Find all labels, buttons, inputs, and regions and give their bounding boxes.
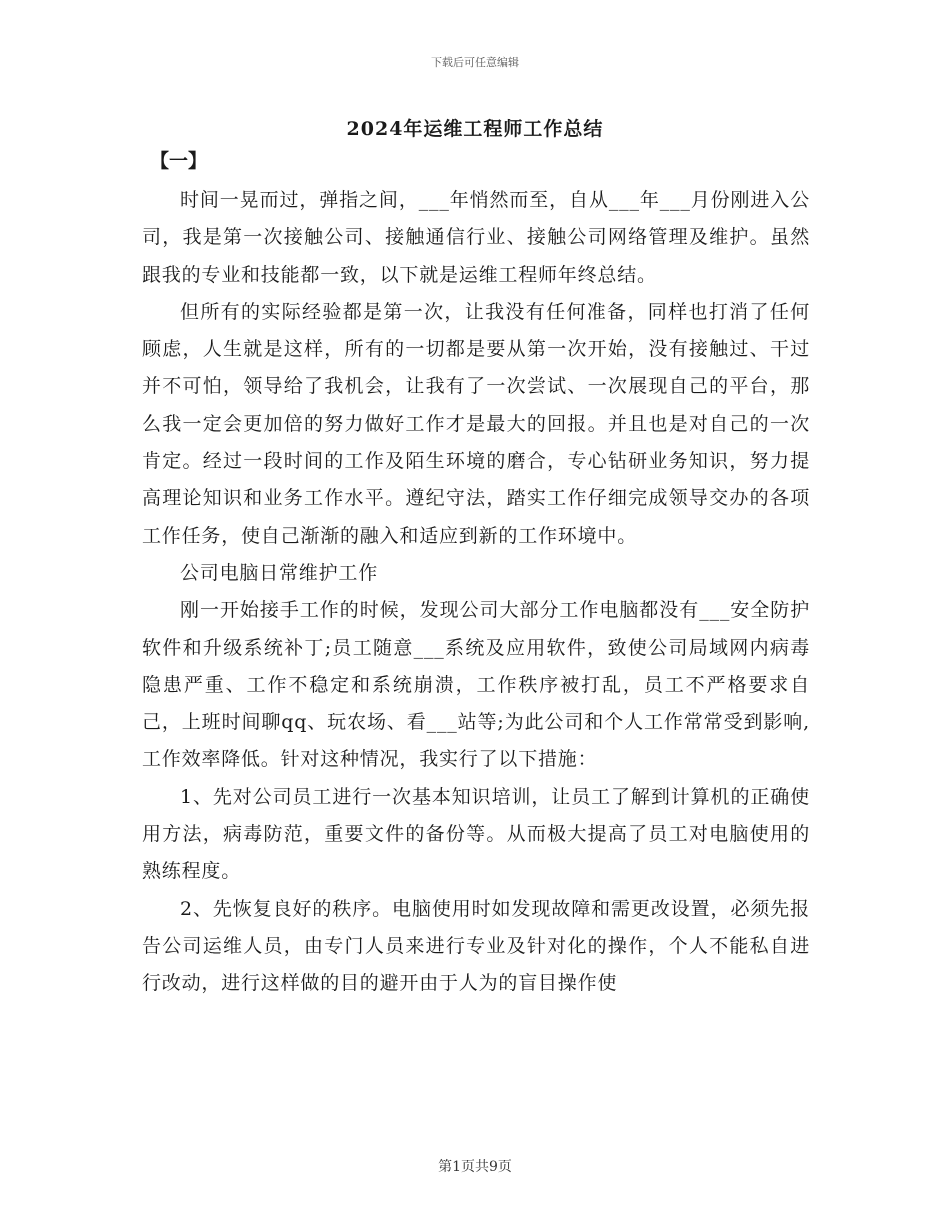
section-mark: 【一】 (150, 150, 208, 172)
paragraph-4: 1、先对公司员工进行一次基本知识培训，让员工了解到计算机的正确使用方法，病毒防范，重要文件的备份等。从而极大提高了员工对电脑使用的熟练程度。 (142, 785, 810, 883)
paragraph-2: 但所有的实际经验都是第一次，让我没有任何准备，同样也打消了任何顾虑，人生就是这样，所有的一切都是要从第一次开始，没有接触过、干过并不可怕，领导给了我机会，让我有了一次尝试、一次展现自己的平台，那么我一定会更加倍的努力做好工作才是最大的回报。并且也是对自己的一次肯定。经过一段时间的工作及陌生环境的磨合，专心钻研业务知识，努力提高理论知识和业务工作水平。遵纪守法，踏实工作仔细完成领导交办的各项工作任务，使自己渐渐的融入和适应到新的工作环境中。 (142, 300, 810, 547)
paragraph-3: 刚一开始接手工作的时候，发现公司大部分工作电脑都没有___安全防护软件和升级系统补丁;员工随意___系统及应用软件，致使公司局域网内病毒隐患严重、工作不稳定和系统崩溃，工作秩序被打乱，员工不严格要求自己，上班时间聊qq、玩农场、看___站等;为此公司和个人工作常常受到影响,工作效率降低。针对这种情况，我实行了以下措施： (142, 599, 810, 771)
header-note: 下载后可任意编辑 (431, 56, 519, 69)
page-number: 第1页共9页 (438, 1159, 512, 1175)
paragraph-5: 2、先恢复良好的秩序。电脑使用时如发现故障和需更改设置，必须先报告公司运维人员，由专门人员来进行专业及针对化的操作，个人不能私自进行改动，进行这样做的目的避开由于人为的盲目操作使 (142, 897, 810, 995)
section-heading-maintenance: 公司电脑日常维护工作 (180, 561, 379, 584)
paragraph-1: 时间一晃而过，弹指之间，___年悄然而至，自从___年___月份刚进入公司，我是第一次接触公司、接触通信行业、接触公司网络管理及维护。虽然跟我的专业和技能都一致，以下就是运维工程师年终总结。 (142, 189, 810, 286)
document-title: 2024年运维工程师工作总结 (346, 118, 604, 140)
document-body (142, 182, 810, 1003)
